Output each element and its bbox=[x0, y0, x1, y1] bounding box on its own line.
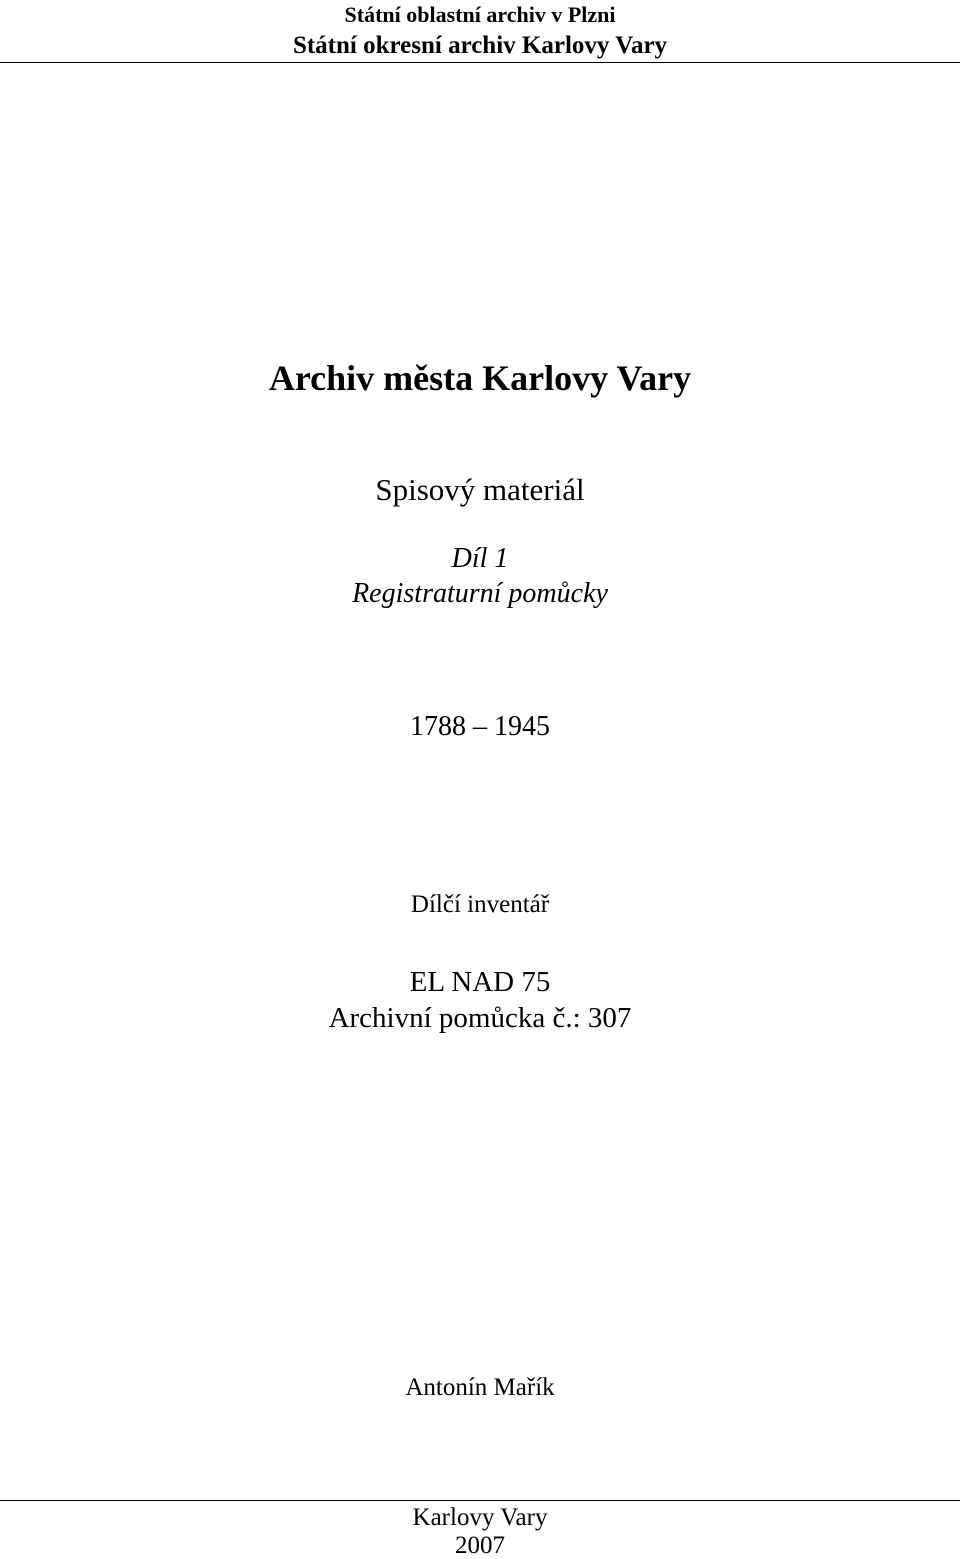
archival-aid-number: Archivní pomůcka č.: 307 bbox=[328, 1002, 632, 1034]
inventory-type: Dílčí inventář bbox=[410, 891, 550, 918]
document-title: Archiv města Karlovy Vary bbox=[268, 358, 692, 398]
header-archive-district: Státní okresní archiv Karlovy Vary bbox=[292, 32, 668, 59]
footer-place: Karlovy Vary bbox=[412, 1504, 548, 1531]
document-subtitle: Spisový materiál bbox=[375, 472, 585, 507]
header-divider bbox=[0, 62, 960, 63]
footer-divider bbox=[0, 1500, 960, 1501]
author-name: Antonín Mařík bbox=[405, 1374, 555, 1401]
nad-number: EL NAD 75 bbox=[409, 966, 551, 998]
header-archive-regional: Státní oblastní archiv v Plzni bbox=[344, 2, 616, 27]
part-label: Díl 1 bbox=[451, 543, 509, 574]
footer-year: 2007 bbox=[455, 1532, 505, 1559]
part-name: Registraturní pomůcky bbox=[352, 578, 608, 609]
date-range: 1788 – 1945 bbox=[410, 711, 550, 742]
